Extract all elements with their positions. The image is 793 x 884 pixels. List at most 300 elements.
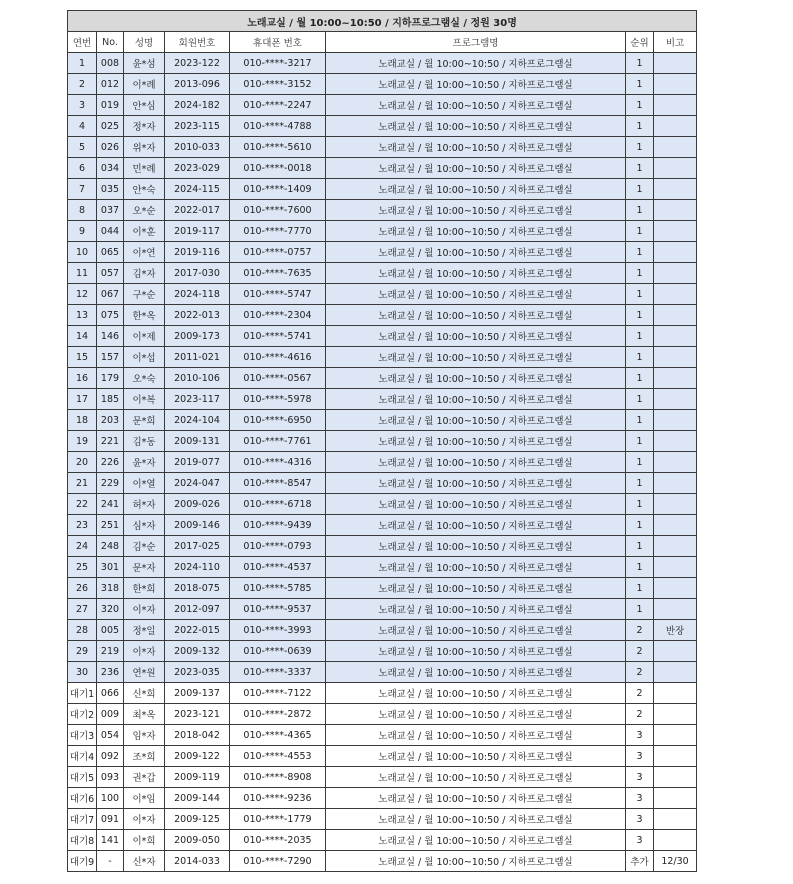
cell-member-id: 2009-173	[165, 326, 230, 347]
cell-rank: 1	[626, 431, 654, 452]
cell-rank: 1	[626, 452, 654, 473]
cell-note	[654, 662, 697, 683]
header-note: 비고	[654, 32, 697, 53]
cell-rank: 1	[626, 284, 654, 305]
cell-no: 009	[97, 704, 124, 725]
cell-seq: 11	[68, 263, 97, 284]
cell-rank: 2	[626, 620, 654, 641]
cell-member-id: 2009-131	[165, 431, 230, 452]
cell-seq: 3	[68, 95, 97, 116]
cell-seq: 17	[68, 389, 97, 410]
cell-member-id: 2009-125	[165, 809, 230, 830]
cell-member-id: 2017-030	[165, 263, 230, 284]
cell-member-id: 2024-047	[165, 473, 230, 494]
cell-name: 윤*섬	[124, 53, 165, 74]
cell-phone: 010-****-3217	[230, 53, 326, 74]
cell-program: 노래교실 / 월 10:00~10:50 / 지하프로그램실	[326, 158, 626, 179]
cell-name: 안*숙	[124, 179, 165, 200]
cell-note	[654, 263, 697, 284]
waitlist-row	[68, 683, 697, 704]
table-row	[68, 179, 697, 200]
cell-rank: 3	[626, 725, 654, 746]
cell-phone: 010-****-5741	[230, 326, 326, 347]
table-row	[68, 536, 697, 557]
cell-seq: 22	[68, 494, 97, 515]
cell-member-id: 2023-122	[165, 53, 230, 74]
cell-rank: 1	[626, 473, 654, 494]
cell-rank: 2	[626, 641, 654, 662]
cell-note	[654, 347, 697, 368]
cell-no: 035	[97, 179, 124, 200]
cell-no: 067	[97, 284, 124, 305]
cell-seq: 30	[68, 662, 97, 683]
cell-no: 037	[97, 200, 124, 221]
cell-seq: 1	[68, 53, 97, 74]
cell-rank: 1	[626, 536, 654, 557]
cell-phone: 010-****-6950	[230, 410, 326, 431]
cell-rank: 1	[626, 557, 654, 578]
cell-rank: 2	[626, 683, 654, 704]
cell-seq: 29	[68, 641, 97, 662]
cell-phone: 010-****-8547	[230, 473, 326, 494]
cell-seq: 대기1	[68, 683, 97, 704]
cell-phone: 010-****-2304	[230, 305, 326, 326]
cell-phone: 010-****-7122	[230, 683, 326, 704]
cell-program: 노래교실 / 월 10:00~10:50 / 지하프로그램실	[326, 452, 626, 473]
table-row	[68, 95, 697, 116]
cell-note	[654, 431, 697, 452]
cell-phone: 010-****-1409	[230, 179, 326, 200]
table-row	[68, 200, 697, 221]
cell-phone: 010-****-7635	[230, 263, 326, 284]
cell-rank: 1	[626, 200, 654, 221]
cell-name: 이*열	[124, 473, 165, 494]
header-member-id: 회원번호	[165, 32, 230, 53]
cell-phone: 010-****-4537	[230, 557, 326, 578]
cell-phone: 010-****-3993	[230, 620, 326, 641]
cell-name: 문*희	[124, 410, 165, 431]
cell-rank: 3	[626, 830, 654, 851]
table-row	[68, 452, 697, 473]
cell-seq: 18	[68, 410, 97, 431]
cell-note	[654, 95, 697, 116]
cell-rank: 1	[626, 515, 654, 536]
cell-no: 251	[97, 515, 124, 536]
cell-seq: 28	[68, 620, 97, 641]
cell-program: 노래교실 / 월 10:00~10:50 / 지하프로그램실	[326, 95, 626, 116]
cell-program: 노래교실 / 월 10:00~10:50 / 지하프로그램실	[326, 326, 626, 347]
cell-seq: 5	[68, 137, 97, 158]
cell-member-id: 2018-042	[165, 725, 230, 746]
cell-name: 이*자	[124, 809, 165, 830]
header-rank: 순위	[626, 32, 654, 53]
cell-note	[654, 221, 697, 242]
cell-no: 065	[97, 242, 124, 263]
cell-member-id: 2023-035	[165, 662, 230, 683]
cell-note	[654, 641, 697, 662]
table-row	[68, 620, 697, 641]
cell-name: 신*희	[124, 683, 165, 704]
cell-seq: 대기8	[68, 830, 97, 851]
cell-member-id: 2009-119	[165, 767, 230, 788]
cell-seq: 21	[68, 473, 97, 494]
enrollment-table	[67, 10, 697, 872]
cell-name: 민*례	[124, 158, 165, 179]
cell-no: 092	[97, 746, 124, 767]
cell-member-id: 2009-132	[165, 641, 230, 662]
cell-no: 093	[97, 767, 124, 788]
cell-member-id: 2009-144	[165, 788, 230, 809]
cell-program: 노래교실 / 월 10:00~10:50 / 지하프로그램실	[326, 305, 626, 326]
cell-rank: 1	[626, 410, 654, 431]
cell-seq: 2	[68, 74, 97, 95]
cell-seq: 10	[68, 242, 97, 263]
cell-name: 심*자	[124, 515, 165, 536]
cell-note	[654, 746, 697, 767]
cell-rank: 3	[626, 809, 654, 830]
cell-name: 김*순	[124, 536, 165, 557]
cell-phone: 010-****-4553	[230, 746, 326, 767]
table-row	[68, 158, 697, 179]
cell-seq: 25	[68, 557, 97, 578]
cell-name: 위*자	[124, 137, 165, 158]
cell-program: 노래교실 / 월 10:00~10:50 / 지하프로그램실	[326, 641, 626, 662]
cell-seq: 14	[68, 326, 97, 347]
cell-no: 057	[97, 263, 124, 284]
cell-no: 301	[97, 557, 124, 578]
cell-note	[654, 767, 697, 788]
cell-name: 신*자	[124, 851, 165, 872]
cell-seq: 대기6	[68, 788, 97, 809]
cell-note	[654, 326, 697, 347]
cell-phone: 010-****-4316	[230, 452, 326, 473]
cell-phone: 010-****-2872	[230, 704, 326, 725]
waitlist-row	[68, 788, 697, 809]
cell-rank: 1	[626, 137, 654, 158]
table-row	[68, 326, 697, 347]
cell-phone: 010-****-4788	[230, 116, 326, 137]
cell-program: 노래교실 / 월 10:00~10:50 / 지하프로그램실	[326, 431, 626, 452]
table-row	[68, 662, 697, 683]
cell-note	[654, 536, 697, 557]
cell-seq: 9	[68, 221, 97, 242]
cell-no: 157	[97, 347, 124, 368]
cell-seq: 4	[68, 116, 97, 137]
cell-member-id: 2024-104	[165, 410, 230, 431]
cell-note: 반장	[654, 620, 697, 641]
cell-no: 005	[97, 620, 124, 641]
table-row	[68, 494, 697, 515]
cell-phone: 010-****-0639	[230, 641, 326, 662]
cell-no: 219	[97, 641, 124, 662]
cell-member-id: 2023-115	[165, 116, 230, 137]
cell-phone: 010-****-4365	[230, 725, 326, 746]
cell-seq: 12	[68, 284, 97, 305]
cell-phone: 010-****-1779	[230, 809, 326, 830]
cell-seq: 대기2	[68, 704, 97, 725]
cell-seq: 15	[68, 347, 97, 368]
cell-program: 노래교실 / 월 10:00~10:50 / 지하프로그램실	[326, 578, 626, 599]
cell-name: 이*자	[124, 641, 165, 662]
cell-member-id: 2024-115	[165, 179, 230, 200]
table-row	[68, 578, 697, 599]
cell-no: 026	[97, 137, 124, 158]
cell-member-id: 2019-116	[165, 242, 230, 263]
cell-member-id: 2024-110	[165, 557, 230, 578]
cell-phone: 010-****-3337	[230, 662, 326, 683]
cell-name: 문*자	[124, 557, 165, 578]
cell-member-id: 2009-137	[165, 683, 230, 704]
waitlist-row	[68, 746, 697, 767]
cell-phone: 010-****-3152	[230, 74, 326, 95]
cell-rank: 1	[626, 326, 654, 347]
cell-name: 윤*자	[124, 452, 165, 473]
cell-note	[654, 578, 697, 599]
cell-program: 노래교실 / 월 10:00~10:50 / 지하프로그램실	[326, 74, 626, 95]
cell-rank: 1	[626, 158, 654, 179]
cell-member-id: 2017-025	[165, 536, 230, 557]
cell-note	[654, 473, 697, 494]
table-title: 노래교실 / 월 10:00~10:50 / 지하프로그램실 / 정원 30명	[68, 11, 697, 32]
cell-phone: 010-****-8908	[230, 767, 326, 788]
cell-seq: 대기7	[68, 809, 97, 830]
header-row	[68, 32, 697, 53]
cell-seq: 대기4	[68, 746, 97, 767]
cell-phone: 010-****-9537	[230, 599, 326, 620]
cell-rank: 2	[626, 704, 654, 725]
cell-note	[654, 137, 697, 158]
cell-no: 091	[97, 809, 124, 830]
cell-member-id: 2019-117	[165, 221, 230, 242]
cell-rank: 3	[626, 788, 654, 809]
cell-no: 248	[97, 536, 124, 557]
cell-note: 12/30	[654, 851, 697, 872]
cell-member-id: 2023-117	[165, 389, 230, 410]
cell-program: 노래교실 / 월 10:00~10:50 / 지하프로그램실	[326, 620, 626, 641]
cell-note	[654, 284, 697, 305]
cell-rank: 1	[626, 494, 654, 515]
cell-name: 김*동	[124, 431, 165, 452]
cell-name: 정*일	[124, 620, 165, 641]
table-row	[68, 263, 697, 284]
cell-name: 최*옥	[124, 704, 165, 725]
cell-rank: 1	[626, 305, 654, 326]
cell-member-id: 2022-013	[165, 305, 230, 326]
cell-seq: 26	[68, 578, 97, 599]
cell-seq: 19	[68, 431, 97, 452]
cell-member-id: 2009-050	[165, 830, 230, 851]
cell-member-id: 2022-015	[165, 620, 230, 641]
cell-note	[654, 179, 697, 200]
header-no: No.	[97, 32, 124, 53]
cell-program: 노래교실 / 월 10:00~10:50 / 지하프로그램실	[326, 662, 626, 683]
cell-note	[654, 53, 697, 74]
cell-program: 노래교실 / 월 10:00~10:50 / 지하프로그램실	[326, 347, 626, 368]
cell-rank: 1	[626, 578, 654, 599]
cell-note	[654, 368, 697, 389]
cell-name: 정*자	[124, 116, 165, 137]
cell-no: 146	[97, 326, 124, 347]
cell-no: 100	[97, 788, 124, 809]
cell-phone: 010-****-7761	[230, 431, 326, 452]
waitlist-row	[68, 767, 697, 788]
cell-program: 노래교실 / 월 10:00~10:50 / 지하프로그램실	[326, 494, 626, 515]
cell-seq: 6	[68, 158, 97, 179]
cell-no: 019	[97, 95, 124, 116]
cell-member-id: 2024-182	[165, 95, 230, 116]
cell-member-id: 2014-033	[165, 851, 230, 872]
cell-phone: 010-****-5978	[230, 389, 326, 410]
cell-program: 노래교실 / 월 10:00~10:50 / 지하프로그램실	[326, 242, 626, 263]
cell-seq: 13	[68, 305, 97, 326]
cell-program: 노래교실 / 월 10:00~10:50 / 지하프로그램실	[326, 263, 626, 284]
cell-phone: 010-****-6718	[230, 494, 326, 515]
cell-rank: 1	[626, 599, 654, 620]
cell-name: 조*희	[124, 746, 165, 767]
cell-program: 노래교실 / 월 10:00~10:50 / 지하프로그램실	[326, 851, 626, 872]
cell-name: 임*자	[124, 725, 165, 746]
table-row	[68, 242, 697, 263]
cell-phone: 010-****-7600	[230, 200, 326, 221]
cell-name: 오*순	[124, 200, 165, 221]
table-row	[68, 410, 697, 431]
table-row	[68, 221, 697, 242]
cell-rank: 1	[626, 368, 654, 389]
cell-seq: 23	[68, 515, 97, 536]
cell-phone: 010-****-7290	[230, 851, 326, 872]
waitlist-row	[68, 725, 697, 746]
cell-note	[654, 683, 697, 704]
cell-phone: 010-****-2035	[230, 830, 326, 851]
waitlist-row	[68, 851, 697, 872]
cell-program: 노래교실 / 월 10:00~10:50 / 지하프로그램실	[326, 473, 626, 494]
header-phone: 휴대폰 번호	[230, 32, 326, 53]
table-row	[68, 284, 697, 305]
cell-phone: 010-****-0757	[230, 242, 326, 263]
cell-seq: 대기3	[68, 725, 97, 746]
cell-phone: 010-****-5785	[230, 578, 326, 599]
cell-no: 066	[97, 683, 124, 704]
cell-name: 이*섭	[124, 347, 165, 368]
cell-phone: 010-****-9439	[230, 515, 326, 536]
table-row	[68, 515, 697, 536]
header-name: 성명	[124, 32, 165, 53]
cell-note	[654, 410, 697, 431]
cell-program: 노래교실 / 월 10:00~10:50 / 지하프로그램실	[326, 830, 626, 851]
cell-no: 044	[97, 221, 124, 242]
cell-rank: 추가	[626, 851, 654, 872]
cell-note	[654, 725, 697, 746]
cell-name: 한*희	[124, 578, 165, 599]
cell-phone: 010-****-5747	[230, 284, 326, 305]
cell-no: 141	[97, 830, 124, 851]
table-row	[68, 389, 697, 410]
cell-phone: 010-****-9236	[230, 788, 326, 809]
cell-rank: 1	[626, 179, 654, 200]
cell-name: 이*훈	[124, 221, 165, 242]
cell-program: 노래교실 / 월 10:00~10:50 / 지하프로그램실	[326, 767, 626, 788]
cell-member-id: 2022-017	[165, 200, 230, 221]
cell-rank: 1	[626, 95, 654, 116]
cell-program: 노래교실 / 월 10:00~10:50 / 지하프로그램실	[326, 221, 626, 242]
cell-phone: 010-****-0793	[230, 536, 326, 557]
table-row	[68, 599, 697, 620]
cell-phone: 010-****-7770	[230, 221, 326, 242]
table-row	[68, 368, 697, 389]
table-row	[68, 53, 697, 74]
cell-name: 이*복	[124, 389, 165, 410]
cell-member-id: 2009-026	[165, 494, 230, 515]
cell-name: 안*심	[124, 95, 165, 116]
cell-program: 노래교실 / 월 10:00~10:50 / 지하프로그램실	[326, 515, 626, 536]
cell-program: 노래교실 / 월 10:00~10:50 / 지하프로그램실	[326, 599, 626, 620]
cell-program: 노래교실 / 월 10:00~10:50 / 지하프로그램실	[326, 704, 626, 725]
cell-note	[654, 452, 697, 473]
table-row	[68, 641, 697, 662]
cell-phone: 010-****-2247	[230, 95, 326, 116]
cell-name: 권*갑	[124, 767, 165, 788]
table-row	[68, 305, 697, 326]
cell-no: 054	[97, 725, 124, 746]
table-row	[68, 116, 697, 137]
cell-member-id: 2010-033	[165, 137, 230, 158]
cell-name: 이*희	[124, 830, 165, 851]
cell-name: 구*순	[124, 284, 165, 305]
cell-note	[654, 389, 697, 410]
cell-rank: 1	[626, 74, 654, 95]
cell-name: 허*자	[124, 494, 165, 515]
header-program: 프로그램명	[326, 32, 626, 53]
cell-note	[654, 809, 697, 830]
cell-no: 012	[97, 74, 124, 95]
cell-member-id: 2023-029	[165, 158, 230, 179]
cell-name: 한*옥	[124, 305, 165, 326]
cell-member-id: 2010-106	[165, 368, 230, 389]
cell-name: 이*자	[124, 599, 165, 620]
cell-member-id: 2011-021	[165, 347, 230, 368]
cell-program: 노래교실 / 월 10:00~10:50 / 지하프로그램실	[326, 284, 626, 305]
cell-name: 연*원	[124, 662, 165, 683]
cell-seq: 27	[68, 599, 97, 620]
cell-program: 노래교실 / 월 10:00~10:50 / 지하프로그램실	[326, 410, 626, 431]
cell-no: 221	[97, 431, 124, 452]
cell-no: 008	[97, 53, 124, 74]
cell-name: 이*연	[124, 242, 165, 263]
cell-seq: 24	[68, 536, 97, 557]
cell-phone: 010-****-0018	[230, 158, 326, 179]
table-row	[68, 137, 697, 158]
cell-phone: 010-****-4616	[230, 347, 326, 368]
cell-note	[654, 116, 697, 137]
cell-program: 노래교실 / 월 10:00~10:50 / 지하프로그램실	[326, 725, 626, 746]
table-row	[68, 473, 697, 494]
cell-note	[654, 704, 697, 725]
cell-no: 229	[97, 473, 124, 494]
cell-name: 이*임	[124, 788, 165, 809]
cell-note	[654, 599, 697, 620]
cell-no: 241	[97, 494, 124, 515]
cell-no: 185	[97, 389, 124, 410]
cell-program: 노래교실 / 월 10:00~10:50 / 지하프로그램실	[326, 746, 626, 767]
cell-note	[654, 788, 697, 809]
cell-note	[654, 242, 697, 263]
table-row	[68, 431, 697, 452]
cell-program: 노래교실 / 월 10:00~10:50 / 지하프로그램실	[326, 557, 626, 578]
cell-member-id: 2023-121	[165, 704, 230, 725]
cell-note	[654, 515, 697, 536]
cell-note	[654, 305, 697, 326]
cell-no: 203	[97, 410, 124, 431]
